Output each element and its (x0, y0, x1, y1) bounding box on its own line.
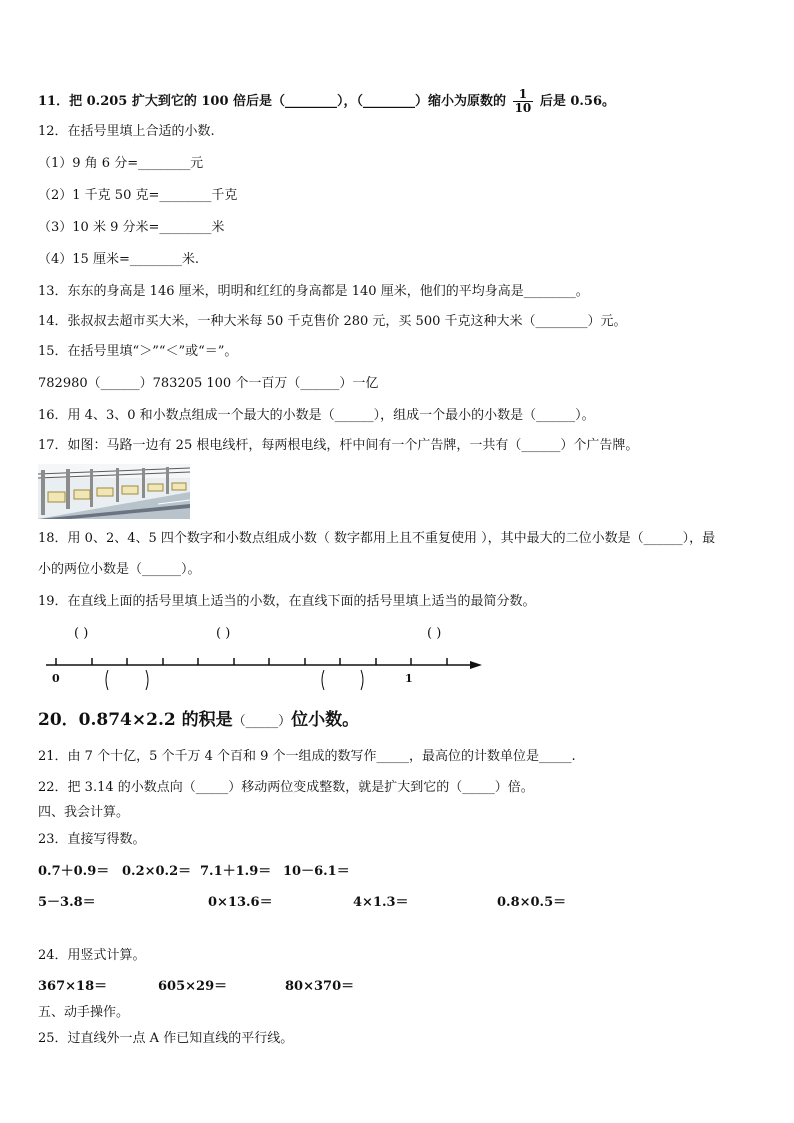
q11-prefix: 11．把 0.205 扩大到它的 100 倍后是（________），（________）缩小为原数的 (38, 94, 507, 109)
q23-item: 5－3.8＝ (38, 895, 96, 910)
q19-label-zero: 0 (52, 672, 60, 685)
q19-label-one: 1 (405, 672, 413, 685)
q12-item-4: （4）15 厘米=________米. (38, 252, 199, 267)
q19-paren-top-3: ( ) (427, 626, 442, 641)
q19-number-line (38, 650, 488, 695)
q23-item: 7.1＋1.9＝ (200, 864, 272, 879)
q17: 17．如图：马路一边有 25 根电线杆，每两根电线，杆中间有一个广告牌，一共有（______）个广告牌。 (38, 438, 639, 453)
q23-item: 0.2×0.2＝ (122, 864, 192, 879)
q23-title: 23．直接写得数。 (38, 832, 146, 847)
q11-frac-num: 1 (513, 88, 534, 102)
q23-item: 4×1.3＝ (353, 895, 409, 910)
q24-item: 367×18＝ (38, 979, 108, 994)
q23-item: 10－6.1＝ (283, 864, 350, 879)
q14: 14．张叔叔去超市买大米，一种大米每 50 千克售价 280 元，买 500 千克这种大米（________）元。 (38, 314, 627, 329)
q23-item: 0×13.6＝ (208, 895, 273, 910)
q11-frac-den: 10 (514, 101, 532, 115)
q18-line1: 18．用 0、2、4、5 四个数字和小数点组成小数（ 数字都用上且不重复使用 ），其中最大的二位小数是（______），最 (38, 531, 716, 546)
q19-paren-top-2: ( ) (216, 626, 231, 641)
q23-item: 0.7＋0.9＝ (38, 864, 110, 879)
q12-item-3: （3）10 米 9 分米=________米 (38, 220, 225, 235)
q20-blank: （_____） (232, 714, 292, 729)
q11-suffix: 后是 0.56。 (539, 94, 616, 109)
q22: 22．把 3.14 的小数点向（_____）移动两位变成整数，就是扩大到它的（_____）倍。 (38, 780, 534, 795)
q12-item-2: （2）1 千克 50 克=________千克 (38, 188, 238, 203)
q24-item: 80×370＝ (285, 979, 355, 994)
q23-item: 0.8×0.5＝ (497, 895, 567, 910)
q20-suffix: 位小数。 (291, 710, 360, 730)
q15-line: 782980（______）783205 100 个一百万（______）一亿 (38, 376, 379, 391)
q25: 25．过直线外一点 A 作已知直线的平行线。 (38, 1031, 294, 1046)
q15-title: 15．在括号里填“＞”“＜”或“＝”。 (38, 344, 238, 359)
q24-item: 605×29＝ (158, 979, 228, 994)
q12-title: 12．在括号里填上合适的小数. (38, 124, 215, 139)
q19-title: 19．在直线上面的括号里填上适当的小数，在直线下面的括号里填上适当的最简分数。 (38, 594, 536, 609)
q11 (38, 88, 615, 115)
q24-title: 24．用竖式计算。 (38, 948, 146, 963)
section-five-heading: 五、动手操作。 (38, 1005, 130, 1020)
q16: 16．用 4、3、0 和小数点组成一个最大的小数是（______），组成一个最小的小数是（______）。 (38, 408, 595, 423)
section-four-heading: 四、我会计算。 (38, 805, 130, 820)
q20 (38, 710, 359, 732)
q13: 13．东东的身高是 146 厘米，明明和红红的身高都是 140 厘米，他们的平均身高是________。 (38, 284, 589, 299)
q12-item-1: （1）9 角 6 分=________元 (38, 156, 204, 171)
q11-fraction (513, 88, 534, 115)
q19-paren-top-1: ( ) (74, 626, 89, 641)
q20-prefix: 20．0.874×2.2 的积是 (38, 710, 233, 730)
q17-roadside-picture (38, 464, 190, 519)
q21: 21．由 7 个十亿，5 个千万 4 个百和 9 个一组成的数写作_____，最高位的计数单位是_____. (38, 749, 576, 764)
q18-line2: 小的两位小数是（______）。 (38, 562, 201, 577)
